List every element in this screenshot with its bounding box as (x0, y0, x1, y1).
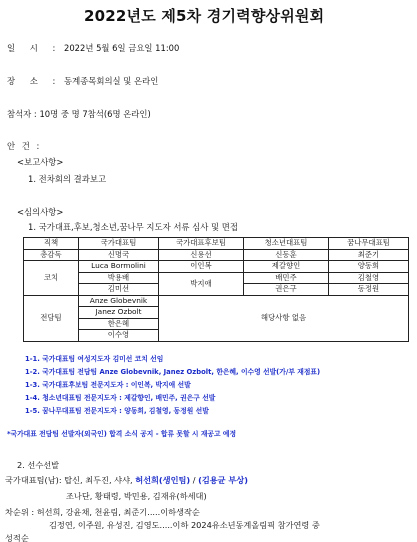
table-cell: 총감독 (24, 249, 79, 261)
table-cell: 최준기 (329, 249, 409, 261)
table-cell: Janez Ozbolt (79, 307, 159, 319)
table-cell: 신용선 (159, 249, 244, 261)
header-candidate: 국가대표후보팀 (159, 238, 244, 250)
deliberation-item: 1. 국가대표,후보,청소년,꿈나무 지도자 서류 심사 및 면접 (28, 222, 238, 232)
table-cell: 제갈향인 (244, 261, 329, 273)
date-label: 일 시 : (7, 43, 62, 53)
table-header-row (24, 238, 409, 250)
coach-label-cell: 코치 (24, 261, 79, 296)
header-youth: 청소년대표팀 (244, 238, 329, 250)
table-cell: 김철영 (329, 272, 409, 284)
athlete-selection-heading: 2. 선수선발 (17, 460, 60, 470)
foreign-staff-note: *국가대표 전담팀 선발자(외국인) 합격 소식 공지 - 합류 못할 시 재공고 예정 (7, 430, 237, 438)
document-title: 2022년도 제5차 경기력향상위원회 (84, 7, 325, 25)
deliberation-section-heading: <심의사항> (17, 207, 64, 217)
table-cell: 신명국 (79, 249, 159, 261)
date-value: 2022년 5월 6일 금요일 11:00 (64, 43, 180, 53)
report-section-heading: <보고사항> (17, 157, 64, 167)
table-row (24, 295, 409, 307)
runner-up-line: 차순위 : 허선희, 강윤채, 천윤림, 최준기.....이하생작순 (5, 507, 200, 517)
table-cell: 동정원 (329, 284, 409, 296)
place-value: 동계종목회의실 및 온라인 (64, 76, 159, 86)
header-national: 국가대표팀 (79, 238, 159, 250)
highlight-athlete: 허선희(생인팀) (135, 475, 191, 485)
attendees-label: 참석자 : (7, 109, 37, 119)
national-team-members: 국가대표팀(남): 탑신, 최두진, 샤샤, (5, 475, 136, 485)
result-line: 1-4. 청소년대표팀 전문지도자 : 제갈향인, 배민주, 권은구 선발 (25, 394, 216, 402)
table-cell: Luca Bormolini (79, 261, 159, 273)
place-label: 장 소 : (7, 76, 62, 86)
table-cell: 배민주 (244, 272, 329, 284)
attendees-value: 10명 중 명 7참석(6명 온라인) (39, 109, 151, 119)
runner-up-line-2: 김정연, 이주원, 유성진, 김영도.....이하 2024유소년동계올림픽 참가연령 중 (49, 520, 320, 530)
date-row (7, 42, 179, 54)
table-cell: 양동희 (329, 261, 409, 273)
coach-selection-table (23, 237, 409, 342)
separator: / (190, 475, 199, 485)
staff-none-cell: 해당사항 없음 (159, 295, 409, 341)
table-row (24, 272, 409, 284)
table-row (24, 249, 409, 261)
table-cell: 권은구 (244, 284, 329, 296)
table-cell: 이수영 (79, 330, 159, 342)
injury-note: (김용균 부상) (198, 475, 248, 485)
runner-up-line-3: 성적순 (5, 533, 29, 542)
result-line: 1-1. 국가대표팀 여성지도자 김미선 코치 선임 (25, 355, 164, 363)
table-cell: 박지애 (159, 272, 244, 295)
national-team-line-2: 조나단, 황태령, 박민용, 김재유(하세대) (66, 491, 207, 501)
header-junior: 꿈나무대표팀 (329, 238, 409, 250)
national-team-line (5, 475, 248, 486)
staff-label-cell: 전담팀 (24, 295, 79, 341)
place-row (7, 75, 158, 87)
header-position: 직책 (24, 238, 79, 250)
table-cell: 김미선 (79, 284, 159, 296)
result-line: 1-5. 꿈나무대표팀 전문지도자 : 양동희, 김철영, 동정원 선발 (25, 407, 209, 415)
table-cell: Anze Globevnik (79, 295, 159, 307)
report-item: 1. 전차회의 결과보고 (28, 174, 107, 184)
table-row (24, 261, 409, 273)
table-cell: 박용배 (79, 272, 159, 284)
result-line: 1-2. 국가대표팀 전담팀 Anze Globevnik, Janez Ozbolt, 한은혜, 이수영 선발(가/부 재점표) (25, 368, 321, 376)
agenda-label: 안 건 : (7, 141, 42, 151)
result-line: 1-3. 국가대표후보팀 전문지도자 : 이인복, 박지애 선발 (25, 381, 191, 389)
attendees-row (7, 108, 151, 120)
table-cell: 한은혜 (79, 318, 159, 330)
table-cell: 신동훈 (244, 249, 329, 261)
table-cell: 이인복 (159, 261, 244, 273)
